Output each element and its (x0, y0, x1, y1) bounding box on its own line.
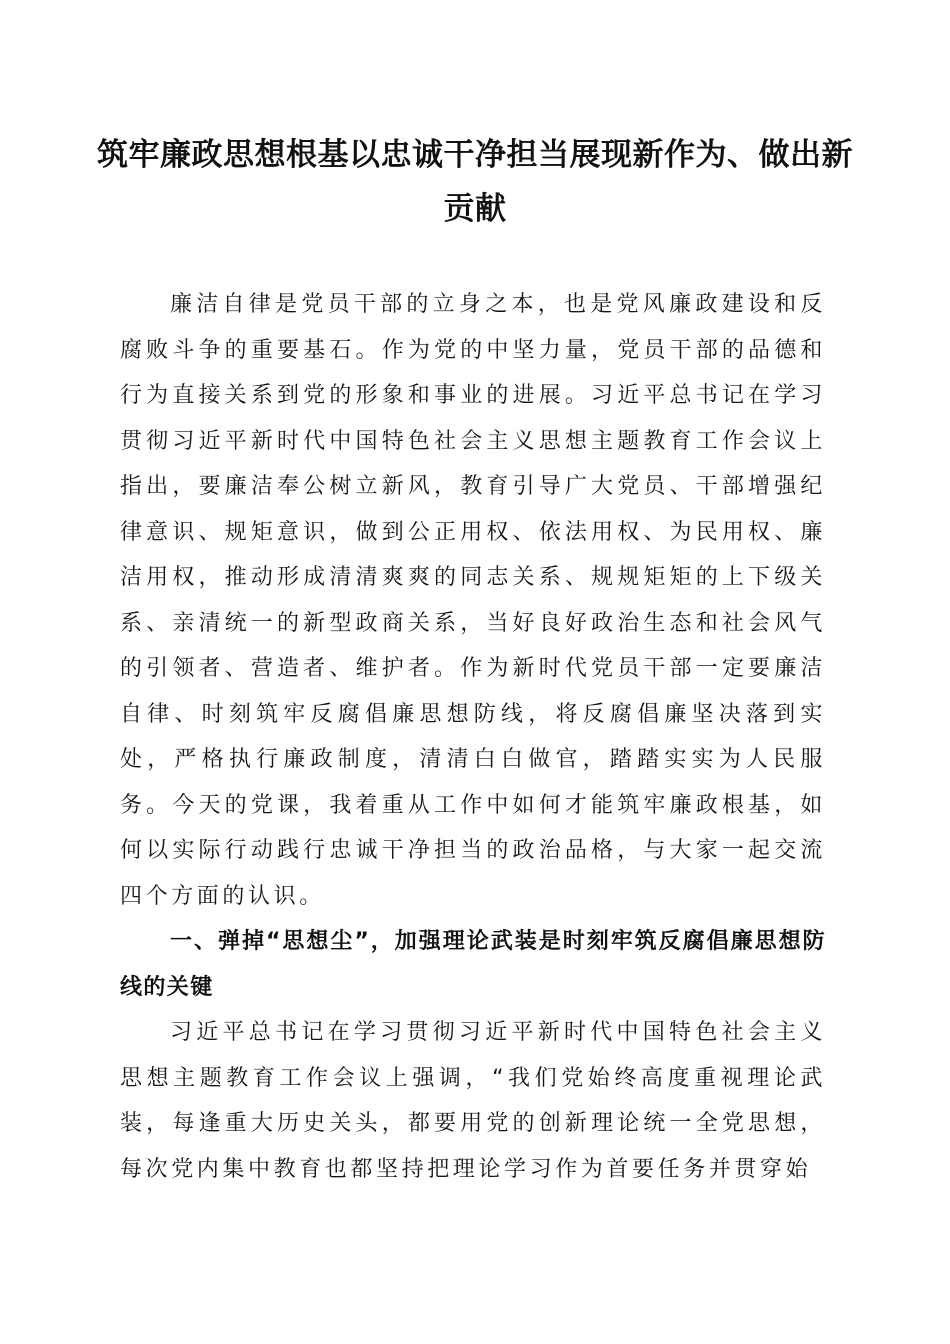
section-paragraph: 习近平总书记在学习贯彻习近平新时代中国特色社会主义思想主题教育工作会议上强调，“我们党始终高度重视理论武装，每逢重大历史关头，都要用党的创新理论统一全党思想，每次党内集中教育也都坚持把理论学习作为首要任务并贯穿始 (120, 1020, 826, 1182)
document-body (120, 282, 826, 1192)
document-title: 筑牢廉政思想根基以忠诚干净担当展现新作为、做出新贡献 (97, 137, 853, 227)
intro-paragraph: 廉洁自律是党员干部的立身之本，也是党风廉政建设和反腐败斗争的重要基石。作为党的中坚力量，党员干部的品德和行为直接关系到党的形象和事业的进展。习近平总书记在学习贯彻习近平新时代中国特色社会主义思想主题教育工作会议上指出，要廉洁奉公树立新风，教育引导广大党员、干部增强纪律意识、规矩意识，做到公正用权、依法用权、为民用权、廉洁用权，推动形成清清爽爽的同志关系、规规矩矩的上下级关系、亲清统一的新型政商关系，当好良好政治生态和社会风气的引领者、营造者、维护者。作为新时代党员干部一定要廉洁自律、时刻筑牢反腐倡廉思想防线，将反腐倡廉坚决落到实处，严格执行廉政制度，清清白白做官，踏踏实实为人民服务。今天的党课，我着重从工作中如何才能筑牢廉政根基，如何以实际行动践行忠诚干净担当的政治品格，与大家一起交流四个方面的认识。 (120, 292, 826, 909)
section-heading: 一、弹掉“思想尘”，加强理论武装是时刻牢筑反腐倡廉思想防线的关键 (120, 929, 826, 1000)
